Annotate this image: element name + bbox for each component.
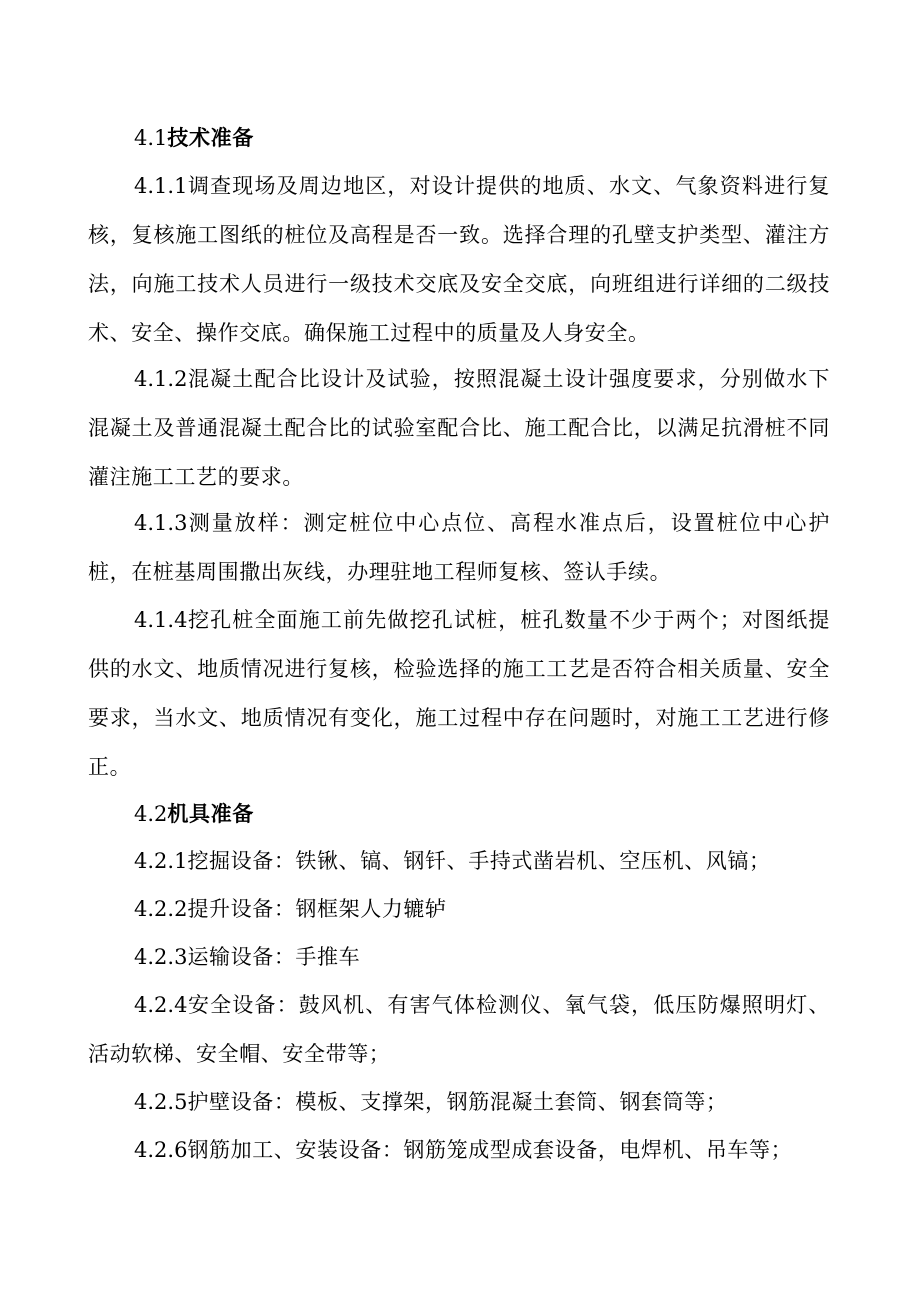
paragraph-4-2-1: [88, 837, 830, 886]
paragraph-text: 调查现场及周边地区，对设计提供的地质、水文、气象资料进行复核，复核施工图纸的桩位及高程是否一致。选择合理的孔壁支护类型、灌注方法，向施工技术人员进行一级技术交底及安全交底，向班组进行详细的二级技术、安全、操作交底。确保施工过程中的质量及人身安全。: [88, 174, 830, 345]
paragraph-4-2-3: [88, 933, 830, 982]
paragraph-text: 安全设备：鼓风机、有害气体检测仪、氧气袋，低压防爆照明灯、活动软梯、安全帽、安全带等；: [88, 993, 830, 1066]
section-number: 4.2: [134, 802, 168, 826]
section-heading-4-2: [88, 789, 830, 839]
paragraph-4-1-1: [88, 162, 830, 358]
paragraph-text: 运输设备：手推车: [187, 945, 361, 969]
paragraph-number: 4.2.3: [134, 945, 188, 969]
paragraph-number: 4.2.2: [134, 897, 188, 921]
paragraph-4-2-4: [88, 981, 830, 1079]
section-number: 4.1: [134, 126, 168, 150]
paragraph-text: 挖掘设备：铁锹、镐、钢钎、手持式凿岩机、空压机、风镐；: [187, 849, 771, 873]
section-title: 机具准备: [167, 801, 254, 826]
section-title: 技术准备: [167, 125, 254, 150]
paragraph-number: 4.1.4: [134, 608, 188, 632]
paragraph-number: 4.1.2: [134, 367, 188, 391]
paragraph-4-1-2: [88, 355, 830, 502]
paragraph-text: 护壁设备：模板、支撑架，钢筋混凝土套筒、钢套筒等；: [187, 1090, 728, 1114]
paragraph-4-2-5: [88, 1078, 830, 1127]
paragraph-4-2-2: [88, 885, 830, 934]
paragraph-number: 4.2.4: [134, 993, 188, 1017]
paragraph-text: 测量放样：测定桩位中心点位、高程水准点后，设置桩位中心护桩，在桩基周围撒出灰线，办理驻地工程师复核、签认手续。: [88, 511, 830, 584]
paragraph-text: 提升设备：钢框架人力辘轳: [187, 897, 447, 921]
paragraph-number: 4.2.1: [134, 849, 188, 873]
paragraph-text: 钢筋加工、安装设备：钢筋笼成型成套设备，电焊机、吊车等；: [187, 1138, 793, 1162]
paragraph-number: 4.1.3: [134, 511, 188, 535]
paragraph-4-1-4: [88, 596, 830, 792]
paragraph-number: 4.2.6: [134, 1138, 188, 1162]
paragraph-text: 混凝土配合比设计及试验，按照混凝土设计强度要求，分别做水下混凝土及普通混凝土配合比的试验室配合比、施工配合比，以满足抗滑桩不同灌注施工工艺的要求。: [88, 367, 830, 489]
section-heading-4-1: [88, 113, 830, 163]
paragraph-4-2-6: [88, 1126, 830, 1175]
paragraph-4-1-3: [88, 499, 830, 597]
paragraph-text: 挖孔桩全面施工前先做挖孔试桩，桩孔数量不少于两个；对图纸提供的水文、地质情况进行复核，检验选择的施工工艺是否符合相关质量、安全要求，当水文、地质情况有变化，施工过程中存在问题时，对施工工艺进行修正。: [88, 608, 830, 779]
paragraph-number: 4.2.5: [134, 1090, 188, 1114]
paragraph-number: 4.1.1: [134, 174, 188, 198]
